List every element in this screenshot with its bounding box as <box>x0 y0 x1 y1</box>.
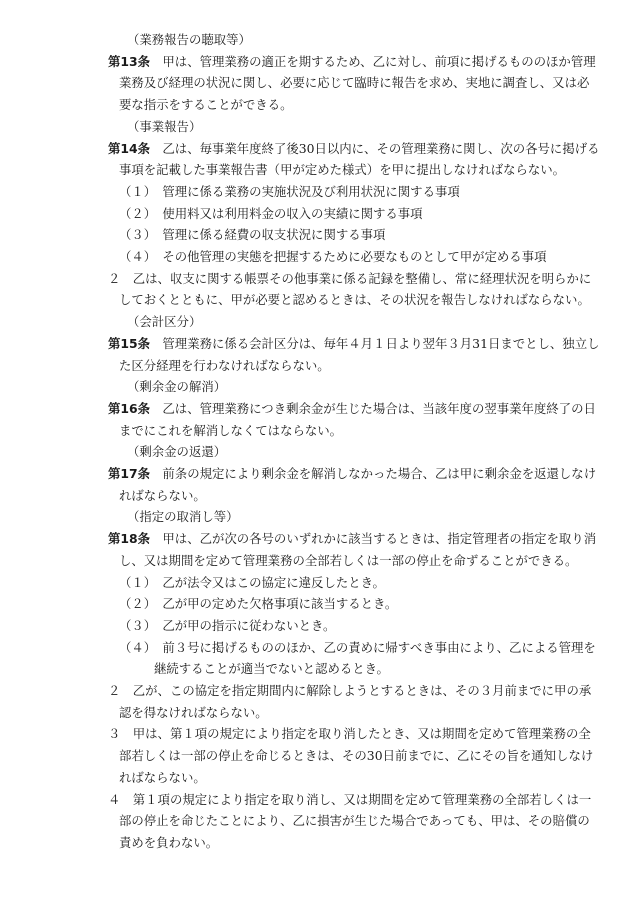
line-text: 前条の規定により剰余金を解消しなかった場合、乙は甲に剰余金を返還しなけ <box>162 466 597 481</box>
article-first-line <box>0 400 630 418</box>
spacer <box>150 54 162 69</box>
line-text: 管理業務に係る会計区分は、毎年４月１日より翌年３月31日までとし、独立し <box>162 335 600 351</box>
line-text: （４） 前３号に掲げるもののほか、乙の責めに帰すべき事由により、乙による管理を <box>119 639 596 655</box>
paragraph-first-line <box>0 682 630 700</box>
list-item <box>0 183 630 201</box>
text-line <box>0 747 630 765</box>
article-first-line <box>0 53 630 71</box>
line-text: 認を得なければならない。 <box>119 704 268 720</box>
line-text: ればならない。 <box>119 769 206 785</box>
line-text: （事業報告） <box>127 118 202 134</box>
line-text: 事項を記載した事業報告書（甲が定めた様式）を甲に提出しなければならない。 <box>119 162 566 178</box>
line-text: 部の停止を命じたことにより、乙に損害が生じた場合であっても、甲は、その賠償の <box>119 813 590 829</box>
line-text: 要な指示をすることができる。 <box>119 97 293 113</box>
article-number: 第13条 <box>108 53 151 69</box>
article-first-line <box>0 140 630 158</box>
line-text: 乙は、毎事業年度終了後30日以内に、その管理業務に関し、次の各号に掲げる <box>162 140 600 156</box>
line-text: しておくとともに、甲が必要と認めるときは、その状況を報告しなければならない。 <box>119 292 590 308</box>
line-text: （剰余金の返還） <box>127 444 227 460</box>
article-first-line <box>0 335 630 353</box>
list-item <box>0 205 630 223</box>
line-text: ３ 甲は、第１項の規定により指定を取り消したとき、又は期間を定めて管理業務の全 <box>108 726 591 742</box>
text-line <box>0 487 630 505</box>
article-number: 第17条 <box>108 466 151 481</box>
line-text: ればならない。 <box>119 487 206 503</box>
line-text: 甲は、乙が次の各号のいずれかに該当するときは、指定管理者の指定を取り消 <box>162 531 597 547</box>
paragraph-first-line <box>0 791 630 809</box>
article-first-line <box>0 530 630 548</box>
line-text: （剰余金の解消） <box>127 379 227 395</box>
paragraph-first-line <box>0 270 630 288</box>
list-item <box>0 226 630 244</box>
text-line <box>0 422 630 440</box>
line-text: （１） 管理に係る業務の実施状況及び利用状況に関する事項 <box>119 183 460 199</box>
line-text: し、又は期間を定めて管理業務の全部若しくは一部の停止を命ずることができる。 <box>119 552 578 568</box>
article-caption <box>0 313 630 331</box>
list-item <box>0 617 630 635</box>
list-item <box>0 574 630 592</box>
article-number: 第18条 <box>108 531 151 547</box>
line-text: （１） 乙が法令又はこの協定に違反したとき。 <box>119 574 385 590</box>
list-item <box>0 595 630 613</box>
line-text: ２ 乙は、収支に関する帳票その他事業に係る記録を整備し、常に経理状況を明らかに <box>108 270 592 286</box>
text-line <box>0 704 630 722</box>
line-text: 継続することが適当でないと認めるとき。 <box>154 661 389 677</box>
line-text: ４ 第１項の規定により指定を取り消し、又は期間を定めて管理業務の全部若しくは一 <box>108 791 592 807</box>
line-text: た区分経理を行わなければならない。 <box>119 357 330 373</box>
paragraph-first-line <box>0 725 630 743</box>
line-text: （会計区分） <box>127 314 202 330</box>
text-line <box>0 357 630 375</box>
line-text: 甲は、管理業務の適正を期するため、乙に対し、前項に掲げるもののほか管理 <box>162 53 596 69</box>
spacer <box>150 466 162 481</box>
spacer <box>150 531 162 546</box>
text-line <box>0 834 630 852</box>
article-number: 第15条 <box>108 335 151 351</box>
text-line <box>0 96 630 114</box>
line-text: 業務及び経理の状況に関し、必要に応じて臨時に報告を求め、実地に調査し、又は必 <box>119 75 590 91</box>
line-text: （２） 使用料又は利用料金の収入の実績に関する事項 <box>119 205 423 221</box>
line-text: （２） 乙が甲の定めた欠格事項に該当するとき。 <box>119 596 398 612</box>
article-caption <box>0 443 630 461</box>
line-text: 乙は、管理業務につき剰余金が生じた場合は、当該年度の翌事業年度終了の日 <box>162 400 596 416</box>
line-text: （４） その他管理の実態を把握するために必要なものとして甲が定める事項 <box>119 249 547 264</box>
spacer <box>150 336 162 351</box>
spacer <box>150 401 162 416</box>
text-line <box>0 291 630 309</box>
text-line <box>0 812 630 830</box>
text-line <box>0 552 630 570</box>
line-text: （指定の取消し等） <box>127 509 239 525</box>
article-caption <box>0 378 630 396</box>
list-item <box>0 639 630 657</box>
article-caption <box>0 118 630 136</box>
list-item-continuation <box>0 660 630 678</box>
article-number: 第16条 <box>108 400 151 416</box>
text-line <box>0 769 630 787</box>
line-text: 部若しくは一部の停止を命じるときは、その30日前までに、乙にその旨を通知しなけ <box>119 748 594 764</box>
line-text: までにこれを解消しなくてはならない。 <box>119 422 343 438</box>
spacer <box>150 141 162 156</box>
line-text: 責めを負わない。 <box>119 834 219 850</box>
line-text: （３） 乙が甲の指示に従わないとき。 <box>119 617 336 633</box>
text-line <box>0 161 630 179</box>
text-line <box>0 74 630 92</box>
list-item <box>0 248 630 266</box>
line-text: ２ 乙が、この協定を指定期間内に解除しようとするときは、その３月前までに甲の承 <box>108 683 592 698</box>
line-text: （業務報告の聴取等） <box>127 32 251 47</box>
article-number: 第14条 <box>108 140 151 156</box>
article-caption <box>0 508 630 526</box>
article-caption <box>0 31 630 49</box>
article-first-line <box>0 465 630 483</box>
line-text: （３） 管理に係る経費の収支状況に関する事項 <box>119 227 386 243</box>
